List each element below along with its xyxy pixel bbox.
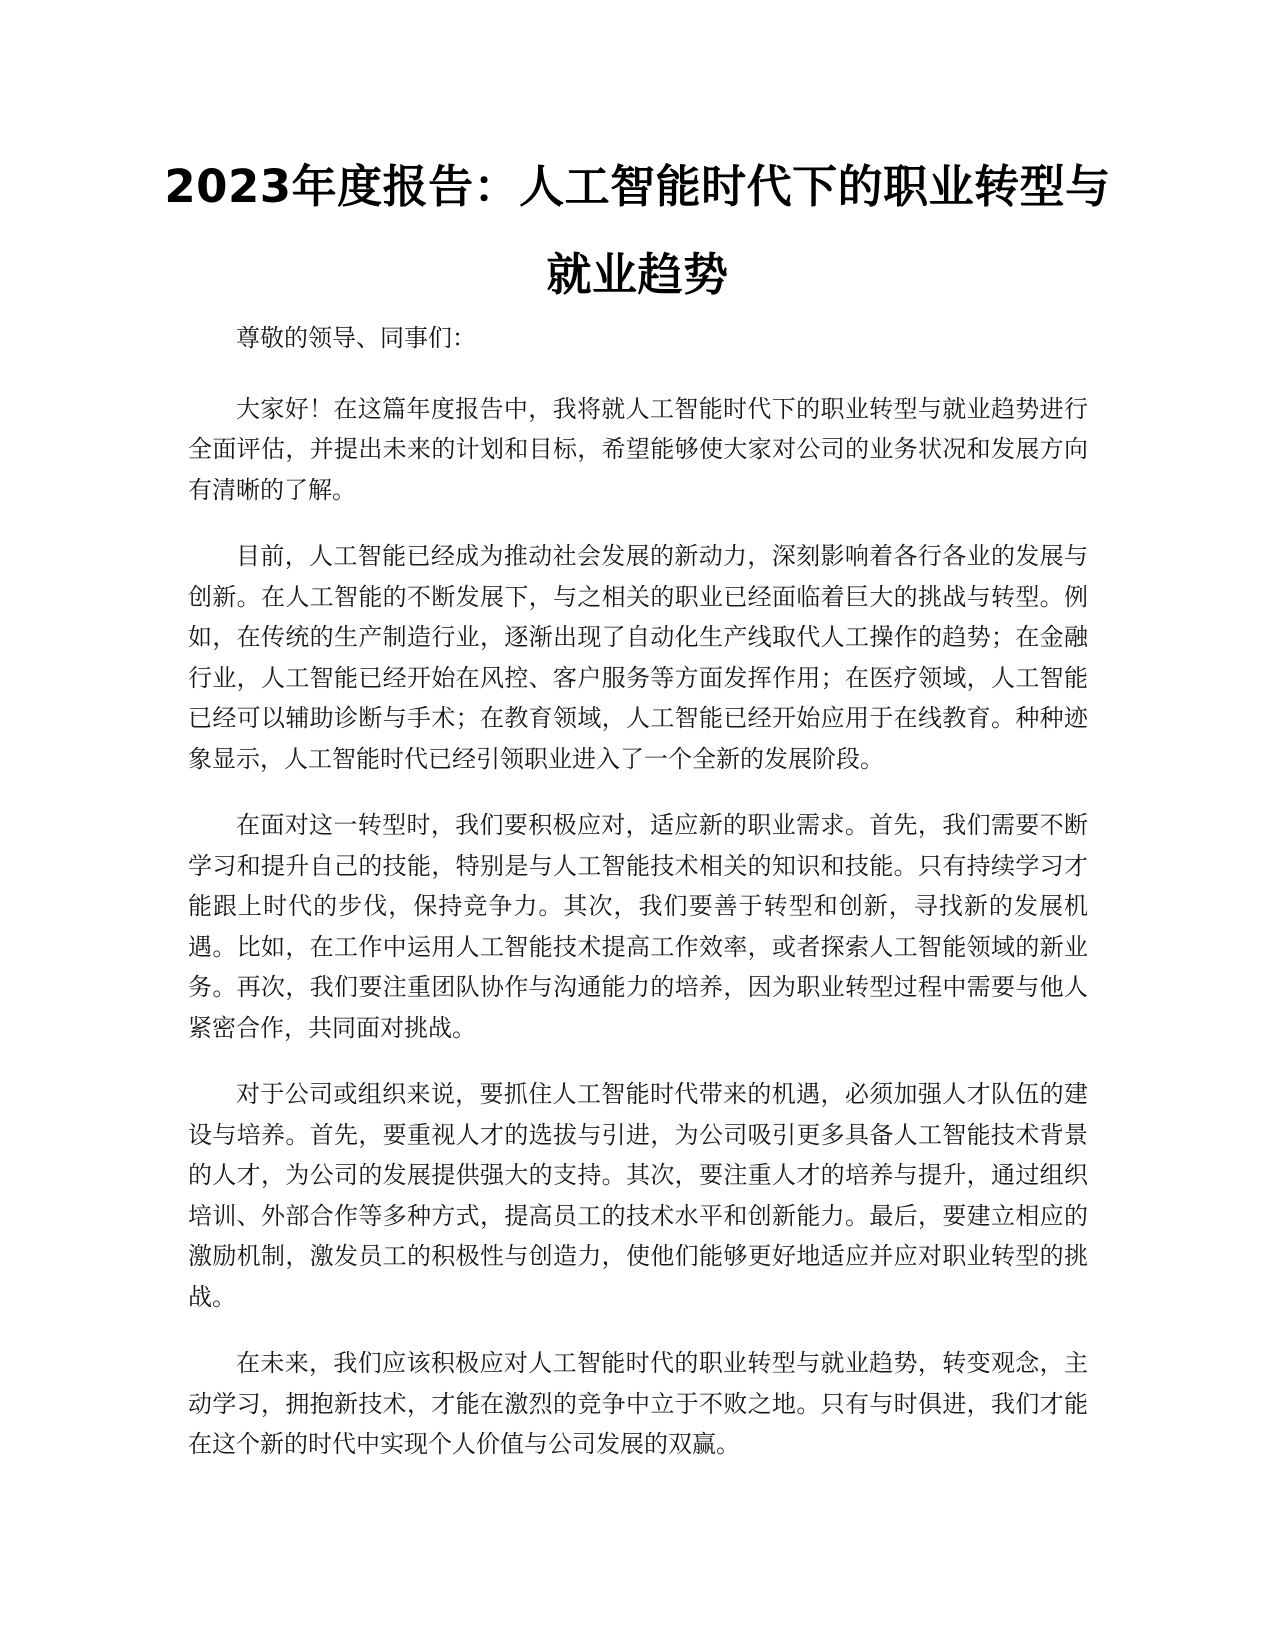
salutation: 尊敬的领导、同事们：	[236, 324, 476, 352]
paragraph-intro: 大家好！在这篇年度报告中，我将就人工智能时代下的职业转型与就业趋势进行全面评估，并提出未来的计划和目标，希望能够使大家对公司的业务状况和发展方向有清晰的了解。	[188, 394, 1088, 504]
paragraph-individual-response: 在面对这一转型时，我们要积极应对，适应新的职业需求。首先，我们需要不断学习和提升自己的技能，特别是与人工智能技术相关的知识和技能。只有持续学习才能跟上时代的步伐，保持竞争力。其次，我们要善于转型和创新，寻找新的发展机遇。比如，在工作中运用人工智能技术提高工作效率，或者探索人工智能领域的新业务。再次，我们要注重团队协作与沟通能力的培养，因为职业转型过程中需要与他人紧密合作，共同面对挑战。	[188, 811, 1088, 1042]
document-body	[188, 318, 1088, 1491]
paragraph-conclusion: 在未来，我们应该积极应对人工智能时代的职业转型与就业趋势，转变观念，主动学习，拥抱新技术，才能在激烈的竞争中立于不败之地。只有与时俱进，我们才能在这个新的时代中实现个人价值与公司发展的双赢。	[188, 1349, 1088, 1458]
paragraph-current-situation: 目前，人工智能已经成为推动社会发展的新动力，深刻影响着各行各业的发展与创新。在人工智能的不断发展下，与之相关的职业已经面临着巨大的挑战与转型。例如，在传统的生产制造行业，逐渐出现了自动化生产线取代人工操作的趋势；在金融行业，人工智能已经开始在风控、客户服务等方面发挥作用；在医疗领域，人工智能已经可以辅助诊断与手术；在教育领域，人工智能已经开始应用于在线教育。种种迹象显示，人工智能时代已经引领职业进入了一个全新的发展阶段。	[188, 542, 1088, 773]
document-title: 2023年度报告：人工智能时代下的职业转型与就业趋势	[164, 160, 1111, 301]
paragraph-company-response: 对于公司或组织来说，要抓住人工智能时代带来的机遇，必须加强人才队伍的建设与培养。首先，要重视人才的选拔与引进，为公司吸引更多具备人工智能技术背景的人才，为公司的发展提供强大的支持。其次，要注重人才的培养与提升，通过组织培训、外部合作等多种方式，提高员工的技术水平和创新能力。最后，要建立相应的激励机制，激发员工的积极性与创造力，使他们能够更好地适应并应对职业转型的挑战。	[188, 1080, 1088, 1311]
